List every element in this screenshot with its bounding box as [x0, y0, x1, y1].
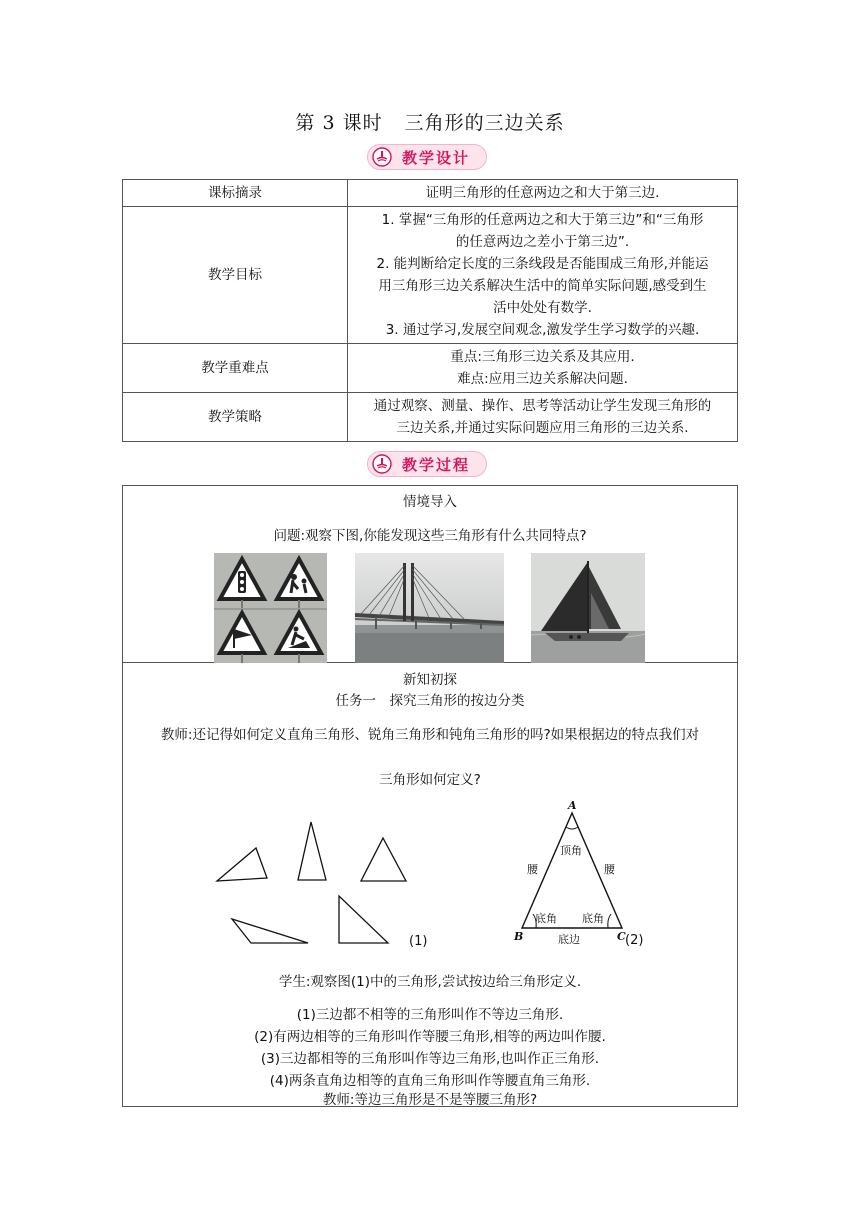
right-triangle	[339, 896, 388, 943]
row-value: 重点:三角形三边关系及其应用. 难点:应用三边关系解决问题.	[348, 344, 738, 393]
table-row	[123, 344, 738, 393]
student-statement: 学生:观察图(1)中的三角形,尝试按边给三角形定义.	[278, 974, 582, 990]
figure-1-label: (1)	[409, 934, 428, 949]
definition-2: (2)有两边相等的三角形叫作等腰三角形,相等的两边叫作腰.	[254, 1029, 606, 1045]
base-label: 底边	[558, 933, 580, 946]
definition-3: (3)三边都相等的三角形叫作等边三角形,也叫作正三角形.	[260, 1051, 600, 1067]
intro-question: 问题:观察下图,你能发现这些三角形有什么共同特点?	[273, 528, 587, 544]
obtuse-triangle	[232, 919, 308, 943]
row-key: 教学策略	[123, 393, 348, 442]
figure-2-label: (2)	[625, 933, 644, 948]
vertex-b-label: B	[514, 930, 524, 943]
base-angle-left-label: 底角	[535, 912, 557, 925]
definition-4: (4)两条直角边相等的直角三角形叫作等腰直角三角形.	[269, 1073, 591, 1089]
equilateral-triangle	[361, 838, 406, 881]
table-row	[123, 393, 738, 442]
table-row	[123, 180, 738, 207]
vertex-a-label: A	[568, 799, 577, 812]
intro-heading: 情境导入	[403, 494, 457, 510]
design-badge	[367, 144, 487, 170]
row-value: 证明三角形的任意两边之和大于第三边.	[348, 180, 738, 207]
badge-book-icon	[372, 454, 392, 474]
row-value: 1. 掌握“三角形的任意两边之和大于第三边”和“三角形 的任意两边之差小于第三边”. 2. 能判断给定长度的三条线段是否能围成三角形,并能运 用三角形三边关系解决生活中的简单实际问题,感受到生 活中处处有数学. 3. 通过学习,发展空间观念,激发学生学习数学的兴趣.	[348, 207, 738, 344]
badge-book-icon	[372, 147, 392, 167]
teacher-question-line2: 三角形如何定义?	[379, 772, 481, 788]
process-badge	[367, 451, 487, 477]
design-table	[122, 179, 738, 442]
vertex-c-label: C	[617, 930, 626, 943]
apex-angle-label: 顶角	[560, 844, 582, 857]
row-key: 教学目标	[123, 207, 348, 344]
teacher-question-line1: 教师:还记得如何定义直角三角形、锐角三角形和钝角三角形的吗?如果根据边的特点我们对	[160, 727, 700, 743]
newknowledge-heading: 新知初探	[403, 672, 457, 688]
teacher-question-2: 教师:等边三角形是不是等腰三角形?	[322, 1092, 538, 1108]
base-angle-right-label: 底角	[582, 912, 604, 925]
page-title	[0, 108, 860, 135]
definition-1: (1)三边都不相等的三角形叫作不等边三角形.	[296, 1007, 564, 1023]
process-badge-label: 教学过程	[401, 455, 470, 474]
sailboat-photo	[531, 553, 645, 663]
row-key: 教学重难点	[123, 344, 348, 393]
figure-1-triangles	[205, 815, 445, 950]
leg-left-label: 腰	[527, 863, 538, 876]
leg-right-label: 腰	[604, 863, 615, 876]
isosceles-triangle	[298, 822, 326, 880]
scalene-triangle	[217, 848, 267, 881]
bridge-photo	[355, 553, 504, 663]
design-badge-label: 教学设计	[401, 148, 470, 167]
traffic-signs-photo	[214, 553, 327, 663]
task-title: 任务一 探究三角形的按边分类	[335, 693, 525, 709]
figure-2-isosceles	[505, 798, 655, 950]
lesson-topic: 三角形的三边关系	[404, 112, 565, 134]
table-row	[123, 207, 738, 344]
lesson-number: 第 3 课时	[295, 112, 383, 134]
row-value: 通过观察、测量、操作、思考等活动让学生发现三角形的 三边关系,并通过实际问题应用三角形的三边关系.	[348, 393, 738, 442]
row-key: 课标摘录	[123, 180, 348, 207]
